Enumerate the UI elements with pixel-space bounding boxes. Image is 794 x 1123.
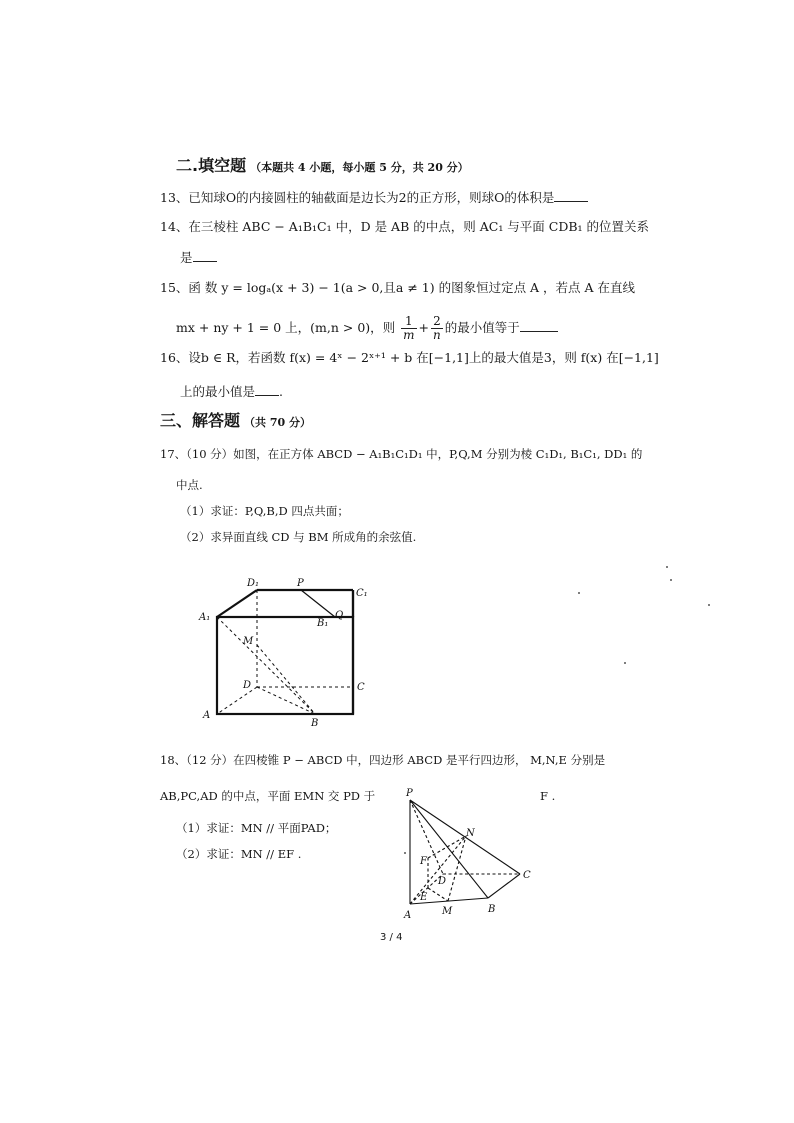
question-14-line-1	[160, 219, 649, 235]
section-2-title: 二.填空题	[176, 156, 247, 175]
fraction-2-numerator: 2	[431, 315, 443, 329]
edge-pb	[410, 800, 488, 898]
question-16-line-1	[160, 350, 659, 366]
cube-segment-db	[257, 687, 315, 714]
scan-speck	[578, 592, 580, 594]
section-3-note: （共 70 分）	[244, 416, 311, 429]
question-16-text-b: 上的最小值是	[180, 384, 256, 399]
segment-an	[410, 836, 466, 904]
cube-segment-bm	[257, 645, 315, 714]
question-14-text-b: 是	[180, 250, 193, 265]
cube-front-face	[217, 617, 353, 714]
label-a: A	[404, 910, 412, 921]
question-16-number: 16、	[160, 350, 189, 365]
question-17-line-1	[160, 446, 642, 462]
question-17-number: 17、	[160, 447, 187, 461]
section-3-heading	[160, 413, 311, 431]
segment-mn	[448, 836, 466, 901]
question-17-part-2: （2）求异面直线 CD 与 BM 所成角的余弦值.	[180, 530, 417, 544]
label-q: Q	[335, 610, 344, 621]
fraction-1-denominator: m	[403, 328, 415, 342]
question-13-number: 13、	[160, 190, 189, 205]
cube-edge-a1d1	[217, 590, 257, 617]
label-n: N	[466, 828, 475, 839]
question-18-line-2b: F .	[540, 789, 556, 803]
question-17-text-a: （10 分）如图，在正方体 ABCD − A₁B₁C₁D₁ 中，P,Q,M 分别为棱 C₁D₁, B₁C₁, DD₁ 的	[186, 447, 643, 461]
fraction-2-denominator: n	[433, 328, 441, 342]
label-d: D	[243, 680, 252, 691]
answer-blank-15	[520, 319, 558, 332]
label-d1: D₁	[247, 578, 260, 589]
fraction-1-numerator: 1	[401, 315, 416, 329]
fraction-2-over-n	[431, 315, 443, 342]
section-2-heading	[176, 158, 469, 176]
label-p: P	[406, 788, 413, 799]
pyramid-figure	[398, 786, 544, 922]
question-17-line-2: 中点.	[176, 478, 203, 492]
edge-bc	[488, 874, 520, 898]
label-p: P	[297, 578, 304, 589]
label-m: M	[243, 636, 254, 647]
scan-speck	[404, 852, 406, 854]
label-d: D	[438, 876, 447, 887]
question-16-end: .	[279, 384, 283, 399]
answer-blank-14	[193, 249, 217, 262]
section-2-note: （本题共 4 小题，每小题 5 分，共 20 分）	[250, 161, 469, 174]
question-17-part-1: （1）求证：P,Q,B,D 四点共面；	[180, 504, 349, 518]
page-number: 3 / 4	[380, 932, 403, 943]
answer-blank-16	[255, 383, 279, 396]
label-b: B	[488, 904, 496, 915]
question-13-text: 已知球O的内接圆柱的轴截面是边长为2的正方形，则球O的体积是	[188, 190, 555, 205]
label-b1: B₁	[317, 618, 329, 629]
question-16-line-2	[180, 383, 283, 400]
label-f: F	[420, 856, 427, 867]
cube-segment-pq	[301, 590, 335, 617]
label-e: E	[420, 892, 428, 903]
scan-speck	[666, 566, 668, 568]
segment-em	[428, 888, 448, 901]
cube-hidden-edge-da	[217, 687, 257, 714]
fraction-1-over-m	[401, 315, 416, 342]
question-18-part-2: （2）求证：MN // EF .	[176, 847, 302, 861]
label-a: A	[203, 710, 211, 721]
question-18-part-1: （1）求证：MN // 平面PAD；	[176, 821, 337, 835]
question-14-line-2	[180, 249, 217, 266]
question-16-text-a: 设b ∈ R，若函数 f(x) = 4ˣ − 2ˣ⁺¹ + b 在[−1,1]上的最大值是3，则 f(x) 在[−1,1]	[188, 350, 659, 365]
question-18-text-a: （12 分）在四棱锥 P − ABCD 中，四边形 ABCD 是平行四边形， M,N,E 分别是	[186, 753, 606, 767]
question-15-text-b2: 的最小值等于	[444, 320, 520, 335]
question-15-text-b1: mx + ny + 1 = 0 上，(m,n > 0)，则	[176, 320, 396, 335]
cube-figure	[195, 570, 385, 730]
question-13	[160, 189, 588, 206]
label-c: C	[523, 870, 531, 881]
cube-segment-diag	[217, 617, 315, 714]
question-15-text-a: 函 数 y = logₐ(x + 3) − 1(a > 0,且a ≠ 1) 的图象恒过定点 A ，若点 A 在直线	[188, 280, 636, 295]
label-b: B	[311, 718, 319, 729]
question-18-line-1	[160, 752, 605, 768]
question-15-number: 15、	[160, 280, 189, 295]
question-14-text-a: 在三棱柱 ABC − A₁B₁C₁ 中，D 是 AB 的中点，则 AC₁ 与平面 CDB₁ 的位置关系	[188, 219, 650, 234]
label-c1: C₁	[356, 588, 368, 599]
scan-speck	[624, 662, 626, 664]
scan-speck	[670, 579, 672, 581]
question-15-line-2	[176, 315, 558, 342]
label-m: M	[442, 906, 453, 917]
section-3-title: 三、解答题	[160, 411, 241, 430]
plus-sign: +	[418, 320, 430, 335]
label-c: C	[357, 682, 365, 693]
label-a1: A₁	[199, 612, 211, 623]
scan-speck	[708, 604, 710, 606]
question-14-number: 14、	[160, 219, 189, 234]
question-18-line-2a: AB,PC,AD 的中点，平面 EMN 交 PD 于	[160, 789, 376, 803]
question-15-line-1	[160, 280, 635, 296]
question-18-number: 18、	[160, 753, 187, 767]
answer-blank-13	[554, 189, 588, 202]
